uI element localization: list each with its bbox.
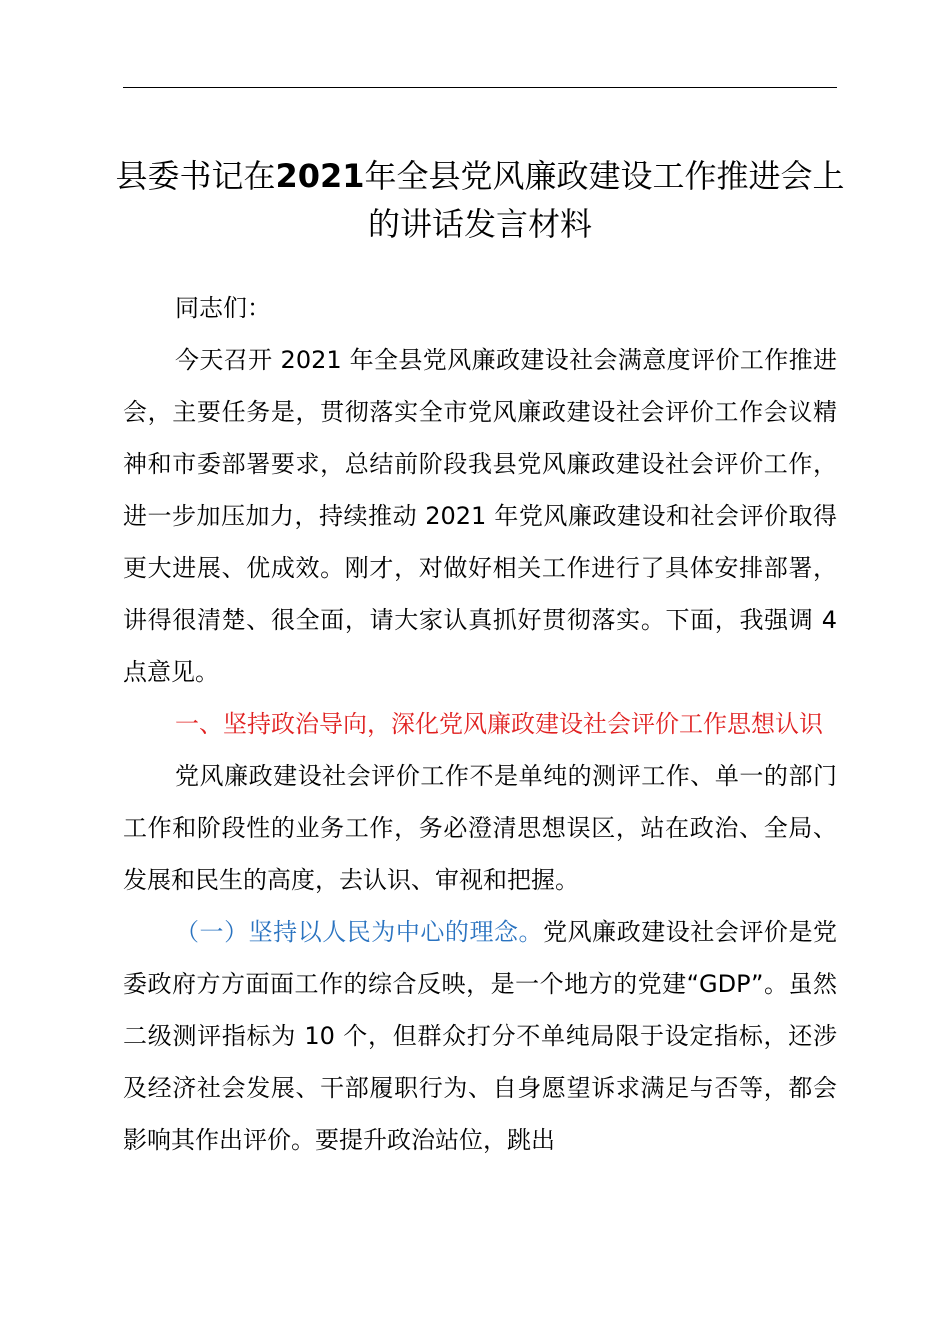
paragraph-section-1: 党风廉政建设社会评价工作不是单纯的测评工作、单一的部门工作和阶段性的业务工作，务必澄清思想误区，站在政治、全局、发展和民生的高度，去认识、审视和把握。 — [123, 762, 837, 894]
subsection-1-text: 党风廉政建设社会评价是党委政府方方面面工作的综合反映，是一个地方的党建“GDP”。虽然二级测评指标为 10 个，但群众打分不单纯局限于设定指标，还涉及经济社会发展、干部履职行为、自身愿望诉求满足与否等，都会影响其作出评价。要提升政治站位，跳出 — [123, 918, 838, 1154]
subsection-heading-1: （一）坚持以人民为中心的理念。 — [175, 918, 544, 946]
paragraph-intro: 今天召开 2021 年全县党风廉政建设社会满意度评价工作推进会，主要任务是，贯彻落实全市党风廉政建设社会评价工作会议精神和市委部署要求，总结前阶段我县党风廉政建设社会评价工作，进一步加压加力，持续推动 2021 年党风廉政建设和社会评价取得更大进展、优成效。刚才，对做好相关工作进行了具体安排部署，讲得很清楚、很全面，请大家认真抓好贯彻落实。下面，我强调 4 点意见。 — [123, 346, 837, 686]
title-part2: 年全县党风廉政建设工作推进会上的讲话发言材料 — [364, 157, 845, 243]
title-part1: 县委书记在 — [115, 157, 276, 195]
title-year: 2021 — [275, 157, 365, 195]
document-title — [110, 152, 850, 248]
paragraph-subsection-1 — [123, 906, 837, 1166]
document-body — [123, 282, 837, 1166]
section-heading-1: 一、坚持政治导向，深化党风廉政建设社会评价工作思想认识 — [175, 710, 823, 738]
header-rule — [123, 87, 837, 88]
salutation: 同志们： — [175, 294, 271, 322]
